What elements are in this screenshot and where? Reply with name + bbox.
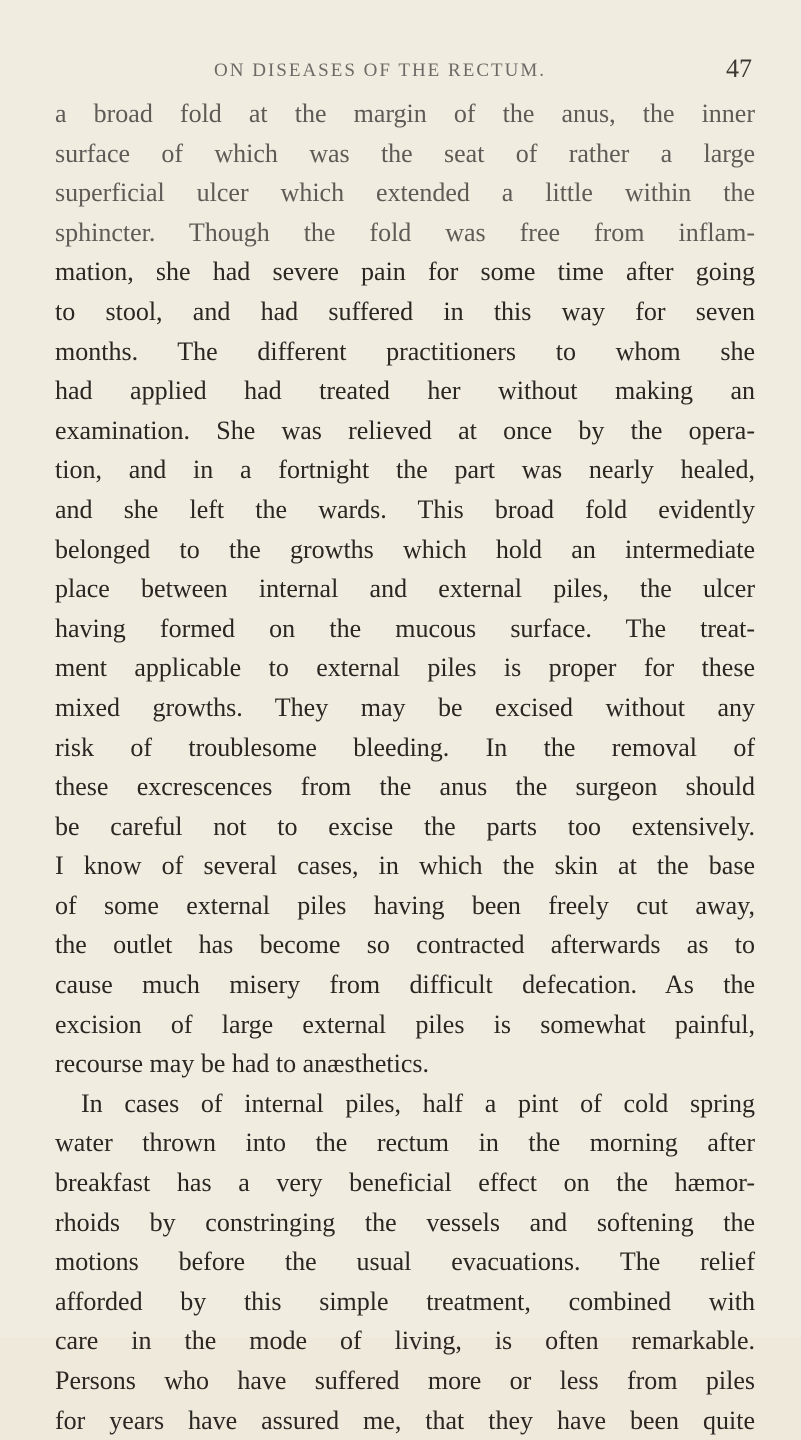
text-line: mation, she had severe pain for some time after going — [55, 257, 755, 287]
text-line: water thrown into the rectum in the morning after — [55, 1128, 755, 1158]
text-line: surface of which was the seat of rather a large — [55, 138, 755, 168]
running-head — [60, 54, 760, 88]
text-line: sphincter. Though the fold was free from inflam- — [55, 217, 755, 247]
text-line: superficial ulcer which extended a little within the — [55, 178, 755, 208]
text-line: tion, and in a fortnight the part was nearly healed, — [55, 455, 755, 485]
text-line: to stool, and had suffered in this way for seven — [55, 296, 755, 326]
text-line: I know of several cases, in which the skin at the base — [55, 851, 755, 881]
text-line: afforded by this simple treatment, combined with — [55, 1286, 755, 1316]
text-line: months. The different practitioners to whom she — [55, 336, 755, 366]
page-number: 47 — [726, 54, 752, 83]
text-line: cause much misery from difficult defecation. As the — [55, 970, 755, 1000]
text-line: had applied had treated her without making an — [55, 376, 755, 406]
text-line: place between internal and external piles, the ulcer — [55, 574, 755, 604]
text-line: having formed on the mucous surface. The treat- — [55, 613, 755, 643]
text-line: breakfast has a very beneficial effect on the hæmor- — [55, 1168, 755, 1198]
text-line: of some external piles having been freely cut away, — [55, 890, 755, 920]
text-line: Persons who have suffered more or less from piles — [55, 1366, 755, 1395]
text-line: these excrescences from the anus the surgeon should — [55, 772, 755, 802]
text-line: motions before the usual evacuations. The relief — [55, 1247, 755, 1277]
running-title: ON DISEASES OF THE RECTUM. — [214, 60, 546, 81]
text-line: ment applicable to external piles is proper for these — [55, 653, 755, 683]
text-line: and she left the wards. This broad fold evidently — [55, 494, 755, 524]
text-line: recourse may be had to anæsthetics. — [55, 1049, 429, 1079]
text-line: In cases of internal piles, half a pint of cold spring — [81, 1088, 755, 1118]
text-line: a broad fold at the margin of the anus, the inner — [55, 99, 755, 128]
text-line: excision of large external piles is somewhat painful, — [55, 1009, 755, 1039]
text-line: examination. She was relieved at once by the opera- — [55, 415, 755, 445]
text-line: mixed growths. They may be excised without any — [55, 692, 755, 722]
text-line: rhoids by constringing the vessels and softening the — [55, 1207, 755, 1237]
text-line: care in the mode of living, is often remarkable. — [55, 1326, 755, 1356]
text-line: for years have assured me, that they have been quite — [55, 1405, 755, 1435]
text-line: the outlet has become so contracted afterwards as to — [55, 930, 755, 960]
text-line: belonged to the growths which hold an intermediate — [55, 534, 755, 564]
body-text — [55, 94, 755, 1440]
text-line: risk of troublesome bleeding. In the removal of — [55, 732, 755, 762]
text-line: be careful not to excise the parts too extensively. — [55, 811, 755, 841]
